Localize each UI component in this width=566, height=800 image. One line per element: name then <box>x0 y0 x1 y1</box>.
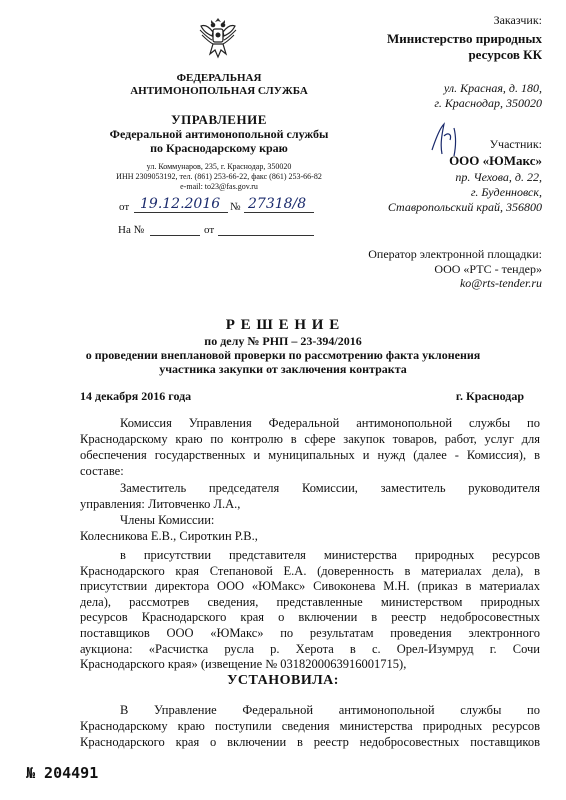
from-date: 19.12.2016 <box>140 196 221 212</box>
commission-members: Колесникова Е.В., Сироткин Р.В., <box>80 529 258 543</box>
coat-of-arms-emblem <box>198 14 238 60</box>
body-line: в присутствии представителя министерства природных ресурсов <box>120 548 540 562</box>
body-line: Краснодарского края о включении в реестр недобросовестных поставщиков <box>80 735 540 749</box>
ref-prefix: На № <box>118 224 145 236</box>
org-name-line1: ФЕДЕРАЛЬНАЯ <box>176 72 262 84</box>
operator-email: ko@rts-tender.ru <box>459 276 542 290</box>
decision-date: 14 декабря 2016 года <box>80 389 192 403</box>
body-line: обеспечения государственных и муниципальных и нужд (далее - Комиссия), в <box>80 448 540 462</box>
operator-label: Оператор электронной площадки: <box>368 247 542 261</box>
body-line: присутствии директора ООО «ЮМакс» Сивоконева М.Н. (приказ в материалах <box>80 579 540 594</box>
department-line2: Федеральной антимонопольной службы <box>109 127 329 141</box>
title-subtitle-line2: участника закупки от заключения контракта <box>159 362 407 376</box>
department-title: УПРАВЛЕНИЕ <box>171 112 267 127</box>
customer-label: Заказчик: <box>493 13 542 27</box>
title-subtitle-line1: о проведении внеплановой проверки по рассмотрению факта уклонения <box>85 348 481 362</box>
body-line: Краснодарского края Степановой Е.А. (доверенность в материалах дела), в <box>80 563 540 578</box>
body-line: поставщиков ООО «ЮМакс» по результатам проведения электронного <box>80 625 540 640</box>
body-line: Комиссия Управления Федеральной антимонопольной службы по <box>120 416 540 430</box>
body-line: аукциона: «Расчистка русла р. Херота в с. Орел-Изумруд г. Сочи <box>80 641 540 656</box>
participant-address-line1: пр. Чехова, д. 22, <box>455 170 542 184</box>
body-line: В Управление Федеральной антимонопольной службы по <box>120 703 540 717</box>
serial-stamp-number: № 204491 <box>26 764 99 782</box>
commission-members-label: Члены Комиссии: <box>120 513 215 527</box>
participant-address-line3: Ставропольский край, 356800 <box>387 200 542 214</box>
sender-requisites: ИНН 2309053192, тел. (861) 253-66-22, факс (861) 253-66-82 <box>116 172 322 181</box>
body-line: дела), рассмотрев сведения, представленные министерством природных <box>80 594 540 609</box>
document-title: Р Е Ш Е Н И Е <box>225 317 341 333</box>
body-line: Краснодарскому краю по контролю в сфере закупок товаров, работ, услуг для <box>80 432 540 446</box>
decision-city: г. Краснодар <box>455 389 524 403</box>
body-line: Заместитель председателя Комиссии, заместитель руководителя <box>120 481 540 495</box>
participant-label: Участник: <box>489 137 542 151</box>
participant-address-line2: г. Буденновск, <box>470 185 542 199</box>
section-heading: УСТАНОВИЛА: <box>227 673 339 688</box>
body-line: ресурсов Краснодарского края о включении в реестр недобросовестных <box>80 610 540 625</box>
sender-address: ул. Коммунаров, 235, г. Краснодар, 350020 <box>146 162 292 171</box>
customer-address-line1: ул. Красная, д. 180, <box>443 81 542 95</box>
from-number: 27318/8 <box>248 196 307 212</box>
customer-address-line2: г. Краснодар, 350020 <box>434 96 542 110</box>
body-line: Краснодарского края» (извещение № 0318200063916001715), <box>80 657 407 672</box>
case-number: по делу № РНП – 23-394/2016 <box>204 334 362 348</box>
sender-email: e-mail: to23@fas.gov.ru <box>180 182 258 191</box>
customer-name-line1: Министерство природных <box>386 31 542 46</box>
customer-name-line2: ресурсов КК <box>468 47 542 62</box>
from-prefix: от <box>119 201 130 213</box>
participant-name: ООО «ЮМакс» <box>449 153 542 168</box>
from-number-sign: № <box>230 201 241 213</box>
org-name-line2: АНТИМОНОПОЛЬНАЯ СЛУЖБА <box>130 85 308 97</box>
department-line3: по Краснодарскому краю <box>150 141 288 155</box>
ref-from: от <box>204 224 215 236</box>
body-line: составе: <box>80 464 124 478</box>
operator-name: ООО «РТС - тендер» <box>434 262 542 276</box>
body-line: управления: Литовченко Л.А., <box>80 497 241 511</box>
body-line: Краснодарскому краю поступили сведения министерства природных ресурсов <box>80 719 540 733</box>
